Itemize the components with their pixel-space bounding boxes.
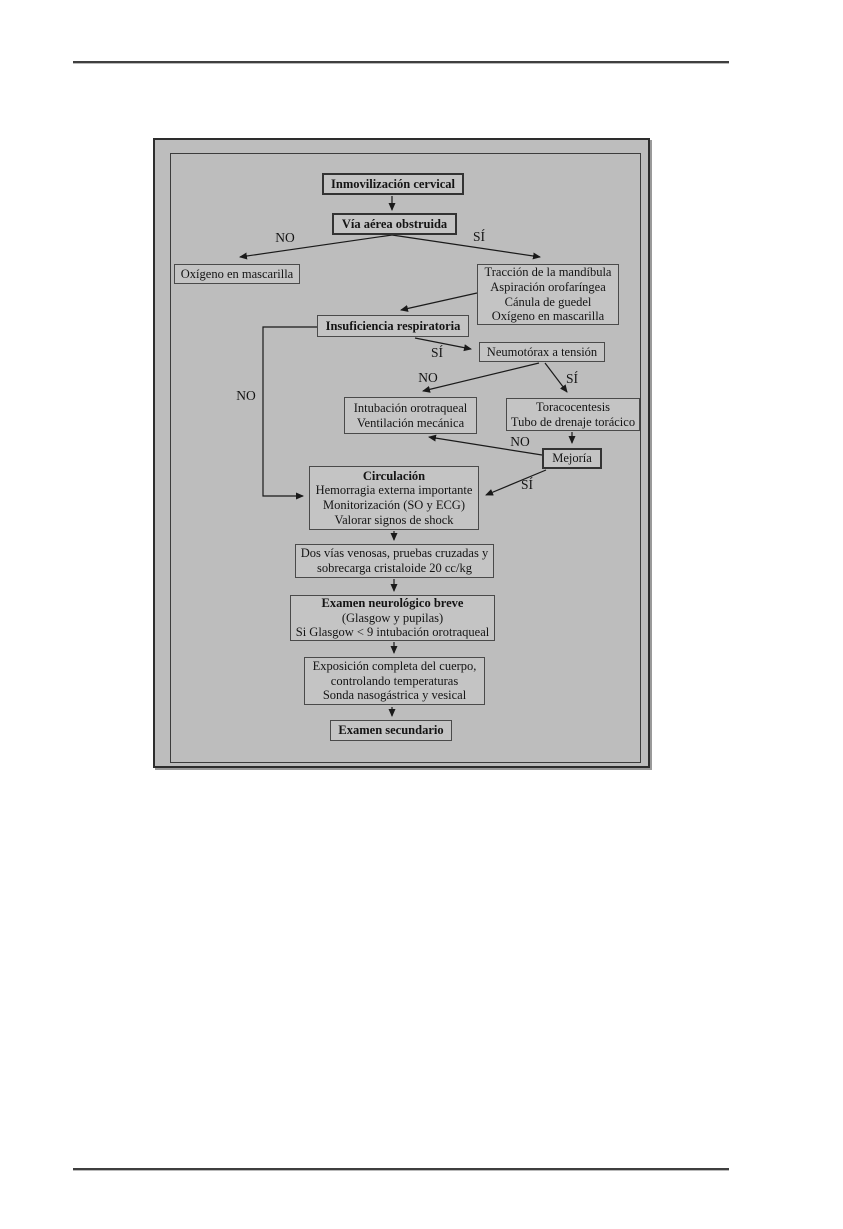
flow-node-via-aerea-obstruida	[332, 213, 457, 235]
node-text: Neumotórax a tensión	[486, 344, 598, 359]
node-text: Intubación orotraqueal	[353, 400, 468, 415]
node-text: Aspiración orofaríngea	[490, 279, 606, 294]
flow-node-examen-neurologico	[290, 595, 495, 641]
flow-node-mejoria	[542, 448, 602, 469]
node-text: Monitorización (SO y ECG)	[323, 498, 465, 512]
branch-label-si: SÍ	[430, 345, 443, 360]
node-text: Oxígeno en mascarilla	[491, 309, 605, 324]
node-text: Mejoría	[552, 451, 592, 466]
node-text: Vía aérea obstruida	[341, 216, 448, 231]
node-text: Cánula de guedel	[504, 294, 592, 309]
flow-node-dos-vias-venosas	[295, 544, 494, 578]
node-text: Valorar signos de shock	[334, 512, 454, 527]
branch-label-no: NO	[275, 230, 295, 245]
page-bottom-rule	[73, 1168, 729, 1171]
node-text: Inmovilización cervical	[331, 176, 455, 191]
flow-node-insuficiencia-respiratoria	[317, 315, 469, 337]
branch-label-si: SÍ	[520, 477, 533, 492]
node-text: Exposición completa del cuerpo,	[312, 659, 477, 674]
node-text: Circulación	[362, 468, 426, 483]
branch-label-si: SÍ	[565, 371, 578, 386]
flow-node-circulacion	[309, 466, 479, 530]
node-text: Tubo de drenaje torácico	[510, 414, 636, 429]
flow-node-oxigeno-mascarilla	[174, 264, 300, 284]
node-text: Tracción de la mandíbula	[484, 265, 612, 280]
node-text: sobrecarga cristaloide 20 cc/kg	[317, 561, 472, 575]
branch-label-no: NO	[510, 434, 530, 449]
branch-label-no: NO	[236, 388, 256, 403]
node-text: Toracocentesis	[535, 399, 611, 414]
node-text: Hemorragia externa importante	[315, 483, 473, 498]
branch-label-no: NO	[418, 370, 438, 385]
flow-node-intubacion-orotraqueal	[344, 397, 477, 434]
branch-label-si: SÍ	[472, 229, 485, 244]
node-text: controlando temperaturas	[330, 673, 459, 688]
node-text: Examen secundario	[338, 723, 444, 738]
node-text: Ventilación mecánica	[356, 415, 465, 430]
node-text: Oxígeno en mascarilla	[180, 266, 294, 281]
node-text: Insuficiencia respiratoria	[325, 318, 461, 333]
flow-node-inmovilizacion-cervical	[322, 173, 464, 195]
flow-node-neumotorax-tension	[479, 342, 605, 362]
node-text: (Glasgow y pupilas)	[341, 610, 444, 625]
flow-node-toracocentesis	[506, 398, 640, 431]
node-text: Sonda nasogástrica y vesical	[322, 688, 467, 703]
page-top-rule	[73, 61, 729, 64]
node-text: Examen neurológico breve	[321, 596, 464, 611]
node-text: Dos vías venosas, pruebas cruzadas y	[300, 546, 489, 561]
flow-node-traccion-mandibula	[477, 264, 619, 325]
node-text: Si Glasgow < 9 intubación orotraqueal	[295, 625, 490, 640]
flow-node-examen-secundario	[330, 720, 452, 741]
flowchart-figure-frame	[153, 138, 650, 768]
flow-node-exposicion-completa	[304, 657, 485, 705]
